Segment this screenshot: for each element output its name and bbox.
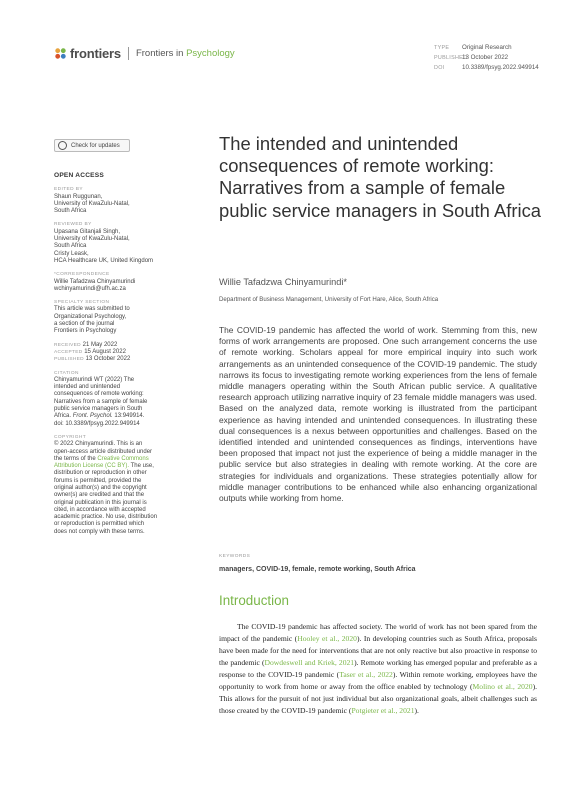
frontiers-logo-icon bbox=[54, 47, 67, 60]
article-meta bbox=[434, 43, 539, 73]
citation-label: CITATION bbox=[54, 370, 79, 376]
citation-doi[interactable]: doi: 10.3389/fpsyg.2022.949914 bbox=[54, 420, 140, 427]
brand-name: frontiers bbox=[70, 45, 121, 61]
correspondence-label: *CORRESPONDENCE bbox=[54, 272, 110, 278]
license-link[interactable]: Creative Commons bbox=[97, 455, 149, 462]
correspondence-email[interactable]: wchinyamurindi@ufh.ac.za bbox=[54, 285, 126, 292]
reviewed-by: Upasana Gitanjali Singh, University of KwaZulu-Natal, South Africa Cristy Leask, HCA Healthcare UK, United Kingdom bbox=[54, 228, 154, 264]
introduction-paragraph: The COVID-19 pandemic has affected society. The world of work has not been spared from the impact of the pandemic (Hooley et al., 2020). In developing countries such as South Africa, proposals have been made for the need for interventions that are not only reactive but also proactive in response to the pandemic (Dowdeswell and Kriek, 2021). Remote working has emerged popular and preferable as a response to the COVID-19 pandemic (Taser et al., 2022). Within remote working, employees have the opportunity to work from home or away from the office enabled by technology (Molino et al., 2020). This allows for the pursuit of not just individual but also organizational goals, albeit challenges such as those created by the COVID-19 pandemic (Potgieter et al., 2021). bbox=[219, 622, 538, 715]
article-title: The intended and unintended consequences of remote working: Narratives from a sample of female public service managers in South Africa bbox=[219, 133, 541, 221]
introduction-heading: Introduction bbox=[219, 593, 289, 608]
copyright: © 2022 Chinyamurindi. This is an open-access article distributed under the terms of the Creative Commons Attribution License (CC BY). The use, distribution or reproduction in other forums is permitted, provided the original author(s) and the copyright owner(s) are credited and that the original publication in this journal is cited, in accordance with accepted academic practice. No use, distribution or reproduction is permitted which does not comply with these terms. bbox=[54, 441, 158, 535]
specialty-section: This article was submitted to Organizational Psychology, a section of the journal Frontiers in Psychology bbox=[54, 306, 130, 335]
specialty-section-label: SPECIALTY SECTION bbox=[54, 300, 110, 306]
citation-link[interactable]: Potgieter et al., 2021 bbox=[351, 706, 415, 715]
citation-link[interactable]: Hooley et al., 2020 bbox=[297, 634, 357, 643]
article-dates bbox=[54, 342, 172, 364]
check-for-updates-button[interactable]: Check for updates bbox=[54, 139, 130, 152]
edited-by: Shaun Ruggunan, University of KwaZulu-Natal, South Africa bbox=[54, 193, 130, 215]
edited-by-label: EDITED BY bbox=[54, 187, 83, 193]
copyright-label: COPYRIGHT bbox=[54, 434, 87, 440]
meta-published: PUBLISHED13 October 2022 bbox=[434, 54, 509, 61]
journal-logo[interactable] bbox=[54, 45, 235, 61]
citation-link[interactable]: Taser et al., 2022 bbox=[339, 670, 393, 679]
meta-type: TYPE Original Research bbox=[434, 44, 512, 51]
correspondence: Willie Tafadzwa Chinyamurindi wchinyamurindi@ufh.ac.za bbox=[54, 279, 172, 294]
author-name[interactable]: Willie Tafadzwa Chinyamurindi* bbox=[219, 277, 347, 287]
citation-link[interactable]: Dowdeswell and Kriek, 2021 bbox=[264, 658, 355, 667]
open-access-label: OPEN ACCESS bbox=[54, 172, 104, 179]
date-received: RECEIVED 21 May 2022 bbox=[54, 341, 118, 348]
refresh-icon bbox=[58, 141, 67, 150]
citation: Chinyamurindi WT (2022) The intended and unintended consequences of remote working: Narratives from a sample of female public service managers in South Africa. Front. Psychol. 13:949914. doi: 10.3389/fpsyg.2022.949914 bbox=[54, 377, 172, 428]
license-link-cont[interactable]: Attribution License (CC BY). bbox=[54, 463, 130, 470]
keywords: managers, COVID-19, female, remote working, South Africa bbox=[219, 566, 416, 573]
reviewed-by-label: REVIEWED BY bbox=[54, 222, 92, 228]
abstract: The COVID-19 pandemic has affected the world of work. Stemming from this, new forms of work arrangements are proposed. One such arrangement concerns the use of remote working. Scholars appeal for more empirical inquiry into such work arrangements as an unintended consequence of the COVID-19 pandemic. The study narrows its focus to investigating remote working experiences from the lens of female middle managers operating within the South African public service. A qualitative research approach utilizing narrative inquiry of 23 female middle managers was used. Based on the analyzed data, remote working is illustrated from the participant experience as having intended and unintended consequences. In illustrating these dual consequences is a nexus between opportunities and challenges. Based on the identified intended and unintended consequences as findings, interventions have been proposed that impact not just the experience of being a middle manager in the public service but also strategies in dealing with remote working. At the core are strategies for individuals and organizations. These strategies potentially allow for middle manager contributions to be enhanced while also enhancing organizational outputs while working from home. bbox=[219, 325, 537, 504]
author-affiliation: Department of Business Management, University of Fort Hare, Alice, South Africa bbox=[219, 296, 439, 303]
logo-divider bbox=[128, 47, 129, 60]
meta-doi[interactable]: DOI 10.3389/fpsyg.2022.949914 bbox=[434, 64, 539, 71]
journal-name: Frontiers in Psychology bbox=[135, 47, 235, 59]
citation-link[interactable]: Molino et al., 2020 bbox=[472, 682, 533, 691]
article-sidebar bbox=[54, 172, 172, 536]
keywords-label: KEYWORDS bbox=[219, 554, 251, 559]
date-published: PUBLISHED 13 October 2022 bbox=[54, 356, 131, 363]
date-accepted: ACCEPTED 15 August 2022 bbox=[54, 348, 126, 355]
